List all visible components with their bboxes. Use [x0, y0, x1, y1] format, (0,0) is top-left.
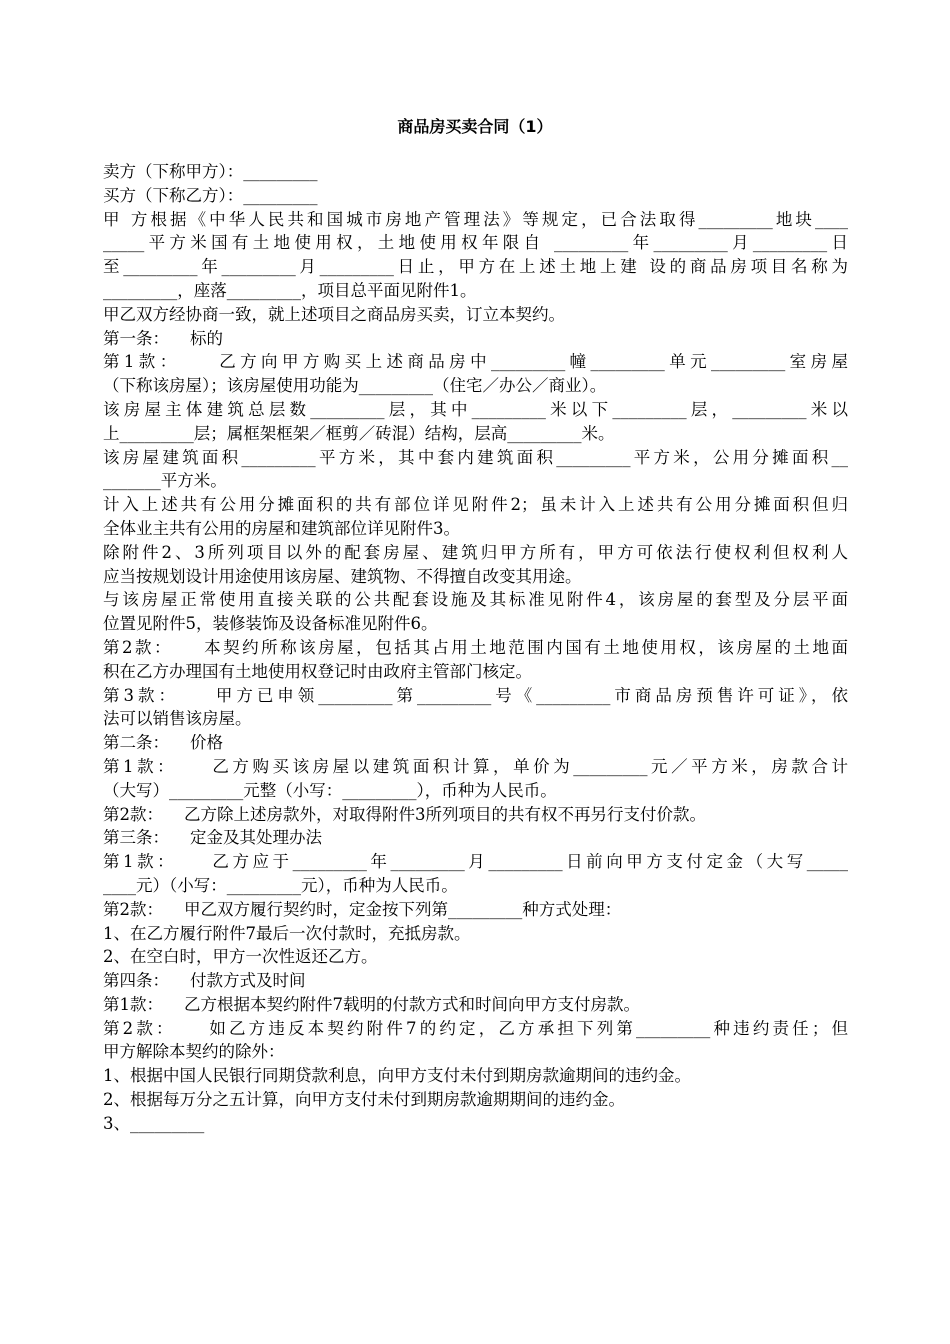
text-line: 第2款： 如乙方违反本契约附件7的约定，乙方承担下列第_________种违约责任；但 [103, 1018, 848, 1038]
text-line: _________，座落_________，项目总平面见附件1。 [103, 280, 477, 300]
text-line: _____平方米国有土地使用权，土地使用权年限自 _________年_________月_________日 [103, 233, 848, 253]
text-line: （下称该房屋）；该房屋使用功能为_________（住宅／办公／商业）。 [103, 376, 607, 396]
text-line: 第2款： 本契约所称该房屋，包括其占用土地范围内国有土地使用权，该房屋的土地面 [103, 637, 848, 657]
text-line: ____元）（小写：_________元），币种为人民币。 [103, 875, 458, 895]
text-line: 买方（下称乙方）：_________ [103, 185, 318, 205]
text-line: 除附件2、3所列项目以外的配套房屋、建筑归甲方所有，甲方可依法行使权利但权利人 [103, 542, 848, 562]
text-line: 甲方解除本契约的除外： [103, 1042, 285, 1062]
text-line: 至_________年_________月_________日止，甲方在上述土地上建 设的商品房项目名称为 [103, 257, 848, 277]
text-line: 1、根据中国人民银行同期贷款利息，向甲方支付未付到期房款逾期间的违约金。 [103, 1066, 691, 1086]
text-line: 第三条： 定金及其处理办法 [103, 828, 322, 848]
text-line: 第1款： 乙方向甲方购买上述商品房中_________幢_________单元_________室房屋 [103, 352, 848, 372]
text-line: 第2款： 乙方除上述房款外，对取得附件3所列项目的共有权不再另行支付价款。 [103, 804, 706, 824]
text-line: 该房屋主体建筑总层数_________层，其中_________米以下_________层，_________米以 [103, 399, 849, 419]
text-line: 全体业主共有公用的房屋和建筑部位详见附件3。 [103, 518, 460, 538]
text-line: 第3款： 甲方已申领_________第_________号《_________市商品房预售许可证》，依 [103, 685, 848, 705]
text-line: 3、_________ [103, 1113, 205, 1133]
text-line: 第1款： 乙方应于_________年_________月_________日前向甲方支付定金（大写_____ [103, 852, 848, 872]
text-line: 卖方（下称甲方）：_________ [103, 162, 318, 181]
text-line: 该房屋建筑面积_________平方米，其中套内建筑面积_________平方米，公用分摊面积__ [103, 447, 848, 467]
text-line: 2、根据每万分之五计算，向甲方支付未付到期房款逾期期间的违约金。 [103, 1090, 625, 1110]
text-line: _______平方米。 [103, 471, 227, 491]
text-line: 1、在乙方履行附件7最后一次付款时，充抵房款。 [103, 923, 471, 943]
text-line: 积在乙方办理国有土地使用权登记时由政府主管部门核定。 [103, 661, 532, 681]
text-line: 第1款： 乙方购买该房屋以建筑面积计算，单价为_________元／平方米，房款合计 [103, 756, 848, 776]
text-line: 法可以销售该房屋。 [103, 709, 252, 729]
text-line: 第1款： 乙方根据本契约附件7载明的付款方式和时间向甲方支付房款。 [103, 994, 640, 1014]
text-line: 第四条： 付款方式及时间 [103, 971, 306, 991]
text-line: 第二条： 价格 [103, 733, 223, 753]
text-line: 位置见附件5，装修装饰及设备标准见附件6。 [103, 614, 438, 634]
text-line: 甲乙双方经协商一致，就上述项目之商品房买卖，订立本契约。 [103, 304, 565, 324]
text-line: 上_________层；属框架框架／框剪／砖混）结构，层高_________米。 [103, 423, 615, 443]
document-body [103, 160, 848, 1136]
text-line: 与该房屋正常使用直接关联的公共配套设施及其标准见附件4，该房屋的套型及分层平面 [103, 590, 848, 610]
text-line: 第一条： 标的 [103, 328, 223, 348]
text-line: 应当按规划设计用途使用该房屋、建筑物、不得擅自改变其用途。 [103, 566, 582, 586]
text-line: 甲 方根据《中华人民共和国城市房地产管理法》等规定，已合法取得_________地块____ [103, 209, 848, 229]
text-line: 2、在空白时，甲方一次性返还乙方。 [103, 947, 378, 967]
document-title: 商品房买卖合同（1） [397, 117, 553, 136]
text-line: 计入上述共有公用分摊面积的共有部位详见附件2；虽未计入上述共有公用分摊面积但归 [103, 495, 848, 515]
text-line: 第2款： 甲乙双方履行契约时，定金按下列第_________种方式处理： [103, 899, 622, 919]
text-line: （大写）_________元整（小写：_________），币种为人民币。 [103, 780, 557, 800]
